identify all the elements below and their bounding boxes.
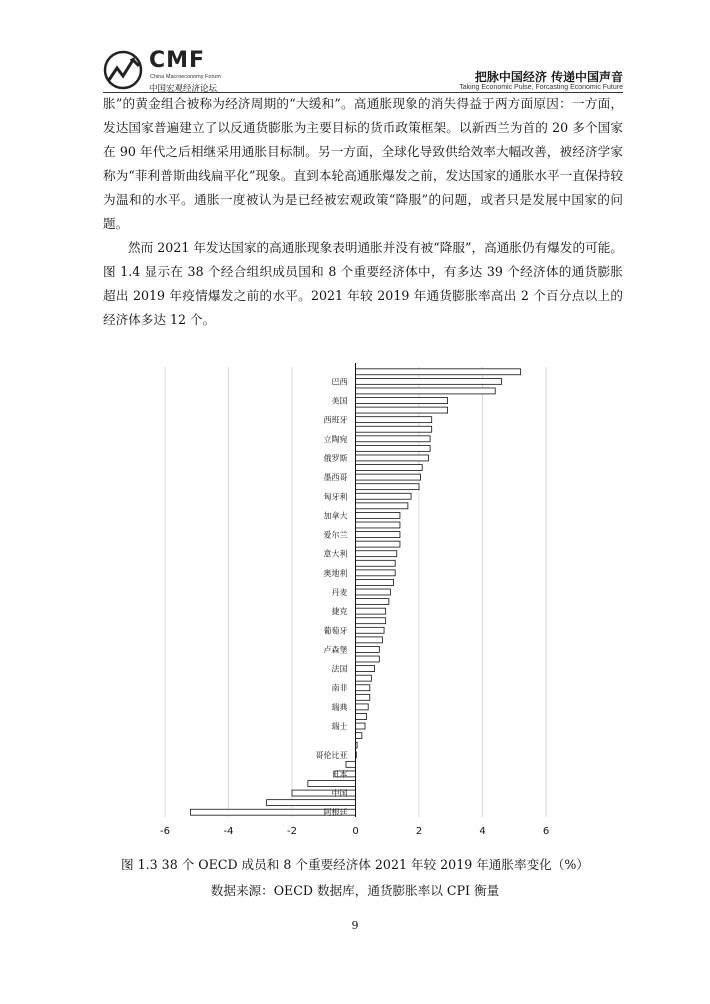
bar [356, 541, 400, 547]
category-label: 瑞典 [331, 702, 348, 712]
x-tick-label: 2 [415, 826, 423, 837]
bar [356, 560, 396, 566]
category-label: 立陶宛 [323, 434, 348, 444]
bar [356, 455, 429, 461]
bar [356, 627, 385, 633]
header-slogan-english: Taking Economic Pulse, Forcasting Economic Future [459, 84, 623, 91]
bar [356, 570, 396, 576]
category-label: 瑞士 [331, 722, 348, 732]
bar [356, 522, 400, 528]
category-label: 加拿大 [323, 511, 348, 521]
category-label: 阿根廷 [323, 808, 348, 818]
bar [356, 704, 369, 710]
bar [356, 465, 423, 471]
logo-subtitle: China Macroeconomy Forum [150, 74, 221, 80]
category-label: 俄罗斯 [323, 453, 348, 463]
bar [356, 733, 362, 739]
bar [356, 637, 383, 643]
bar [356, 417, 432, 423]
x-tick-label: -6 [160, 826, 170, 837]
category-label: 美国 [331, 396, 348, 406]
category-label: 意大利 [323, 549, 348, 559]
bar [356, 608, 386, 614]
category-label: 中国 [331, 789, 348, 799]
header-slogan: 把脉中国经济 传递中国声音 [474, 70, 623, 84]
category-label: 奥地利 [323, 568, 348, 578]
figure-caption: 图 1.3 38 个 OECD 成员和 8 个重要经济体 2021 年较 2019 年通胀率变化（%） [121, 857, 589, 872]
bar [356, 445, 431, 451]
figure-source: 数据来源：OECD 数据库，通货膨胀率以 CPI 衡量 [210, 883, 500, 898]
category-label: 墨西哥 [323, 473, 348, 483]
paragraph-1: 胀”的黄金组合被称为经济周期的“大缓和”。高通胀现象的消失得益于两方面原因：一方面，发达国家普遍建立了以反通货膨胀为主要目标的货币政策框架。以新西兰为首的 20 多个国家在 90 年代之后相继采用通胀目标制。另一方面，全球化导致供给效率大幅改善，被经济学家称为“菲利普斯曲线扁平化”现象。直到本轮高通胀爆发之前，发达国家的通胀水平一直保持较为温和的水平。通胀一度被认为是已经被宏观政策“降服”的问题，或者只是发展中国家的问题。 [103, 96, 623, 231]
bar [356, 599, 389, 605]
x-tick-label: 6 [542, 826, 550, 837]
bar [356, 388, 496, 394]
bar [356, 675, 372, 681]
bar [356, 493, 412, 499]
category-label: 西班牙 [323, 415, 348, 425]
category-label: 南非 [331, 683, 348, 693]
chart-svg [150, 352, 570, 842]
bar [356, 436, 431, 442]
bar [267, 800, 356, 806]
inflation-bar-chart [150, 352, 570, 842]
page-header [103, 40, 623, 100]
bar [356, 589, 391, 595]
category-label: 日本 [331, 769, 348, 779]
logo-chinese-name: 中国宏观经济论坛 [149, 84, 218, 94]
body-text [103, 92, 623, 332]
category-label: 葡萄牙 [323, 626, 348, 636]
bar [356, 398, 448, 404]
bar [356, 694, 370, 700]
page-number: 9 [351, 919, 359, 932]
category-label: 法国 [331, 664, 348, 674]
bar [356, 656, 380, 662]
category-label: 丹麦 [331, 588, 348, 597]
category-label: 爱尔兰 [323, 530, 348, 540]
bar [356, 484, 420, 490]
bar [356, 551, 397, 557]
paragraph-2: 然而 2021 年发达国家的高通胀现象表明通胀并没有被“降服”，高通胀仍有爆发的可能。图 1.4 显示在 38 个经合组织成员国和 8 个重要经济体中，有多达 39 个经济体的通货膨胀超出 2019 年疫情爆发之前的水平。2021 年较 2019 年通货膨胀率高出 2 个百分点以上的经济体多达 12 个。 [103, 240, 623, 327]
bar [356, 503, 408, 509]
bar [356, 512, 400, 518]
bar [356, 618, 386, 624]
bar [356, 646, 380, 652]
bar [356, 474, 421, 480]
bar [356, 378, 502, 384]
category-label: 巴西 [331, 377, 348, 387]
category-label: 匈牙利 [323, 492, 348, 502]
category-label: 哥伦比亚 [315, 750, 348, 760]
x-tick-label: -2 [287, 826, 297, 837]
logo-title: CMF [149, 48, 206, 73]
x-tick-label: 0 [352, 826, 359, 837]
bar [308, 781, 356, 787]
bar [356, 723, 366, 729]
bar [356, 532, 400, 538]
bar [346, 761, 356, 767]
bar [356, 426, 432, 432]
x-tick-label: 4 [479, 826, 486, 837]
bar [356, 579, 394, 585]
category-label: 卢森堡 [323, 645, 348, 655]
bar [356, 407, 448, 413]
bar [356, 685, 370, 691]
category-label: 捷克 [331, 607, 348, 617]
bar [356, 369, 521, 375]
cmf-logo-icon [103, 50, 145, 90]
bar [356, 714, 367, 720]
x-tick-label: -4 [223, 826, 234, 837]
bar [356, 666, 375, 672]
